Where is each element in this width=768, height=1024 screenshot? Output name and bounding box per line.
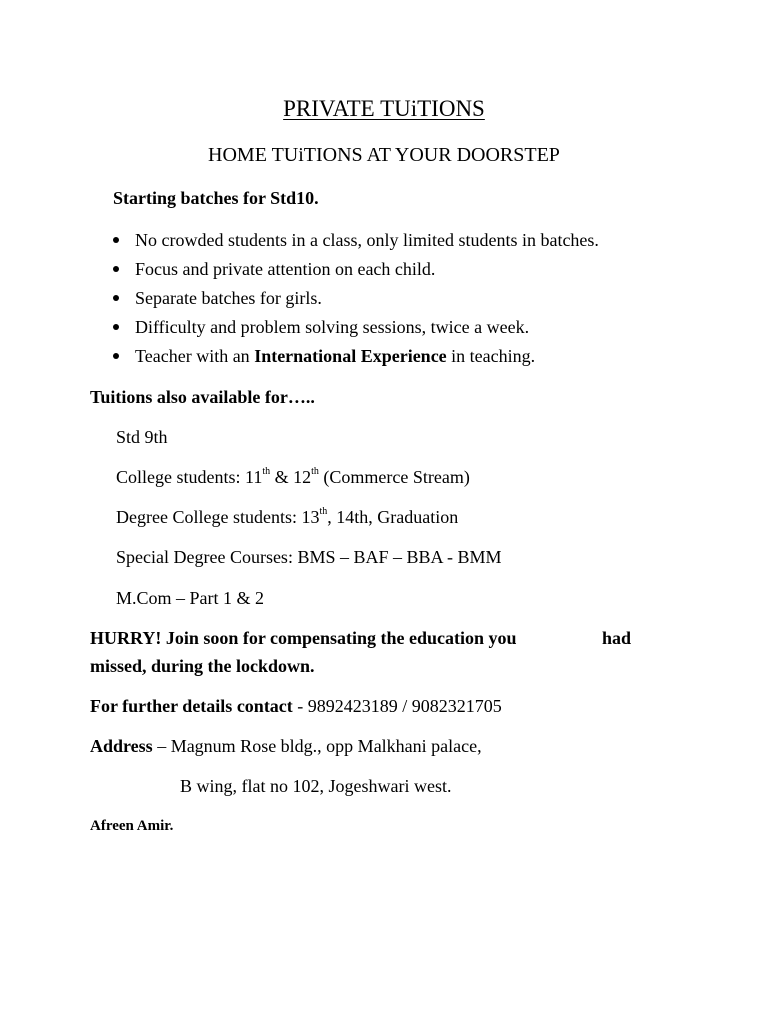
- college-line: College students: 11th & 12th (Commerce Stream): [116, 466, 470, 487]
- list-item: Separate batches for girls.: [113, 289, 322, 307]
- also-available-heading: Tuitions also available for…..: [90, 387, 315, 407]
- bullet-icon: [113, 260, 135, 278]
- page-title: PRIVATE TUiTIONS: [283, 96, 485, 121]
- degree-line: Degree College students: 13th, 14th, Graduation: [116, 506, 459, 527]
- bullet-icon: [113, 347, 135, 365]
- hurry-line-1: HURRY! Join soon for compensating the education you: [90, 628, 517, 648]
- bullet-icon: [113, 318, 135, 336]
- std9-line: Std 9th: [116, 427, 168, 447]
- page-subtitle: HOME TUiTIONS AT YOUR DOORSTEP: [208, 144, 560, 166]
- list-item: Teacher with an International Experience in teaching.: [113, 347, 535, 365]
- batches-heading: Starting batches for Std10.: [113, 188, 319, 208]
- list-item: Difficulty and problem solving sessions, twice a week.: [113, 318, 529, 336]
- signature: Afreen Amir.: [90, 818, 174, 834]
- mcom-line: M.Com – Part 1 & 2: [116, 588, 265, 608]
- list-item: No crowded students in a class, only limited students in batches.: [113, 231, 599, 249]
- special-courses-line: Special Degree Courses: BMS – BAF – BBA - BMM: [116, 547, 502, 567]
- address-line-2: B wing, flat no 102, Jogeshwari west.: [180, 776, 452, 796]
- bullet-icon: [113, 289, 135, 307]
- hurry-line-2: missed, during the lockdown.: [90, 656, 315, 676]
- contact-line: For further details contact - 9892423189 / 9082321705: [90, 696, 502, 716]
- hurry-line-1-end: had: [602, 628, 632, 648]
- list-item: Focus and private attention on each child.: [113, 260, 435, 278]
- bullet-icon: [113, 231, 135, 249]
- address-line-1: Address – Magnum Rose bldg., opp Malkhani palace,: [90, 736, 482, 756]
